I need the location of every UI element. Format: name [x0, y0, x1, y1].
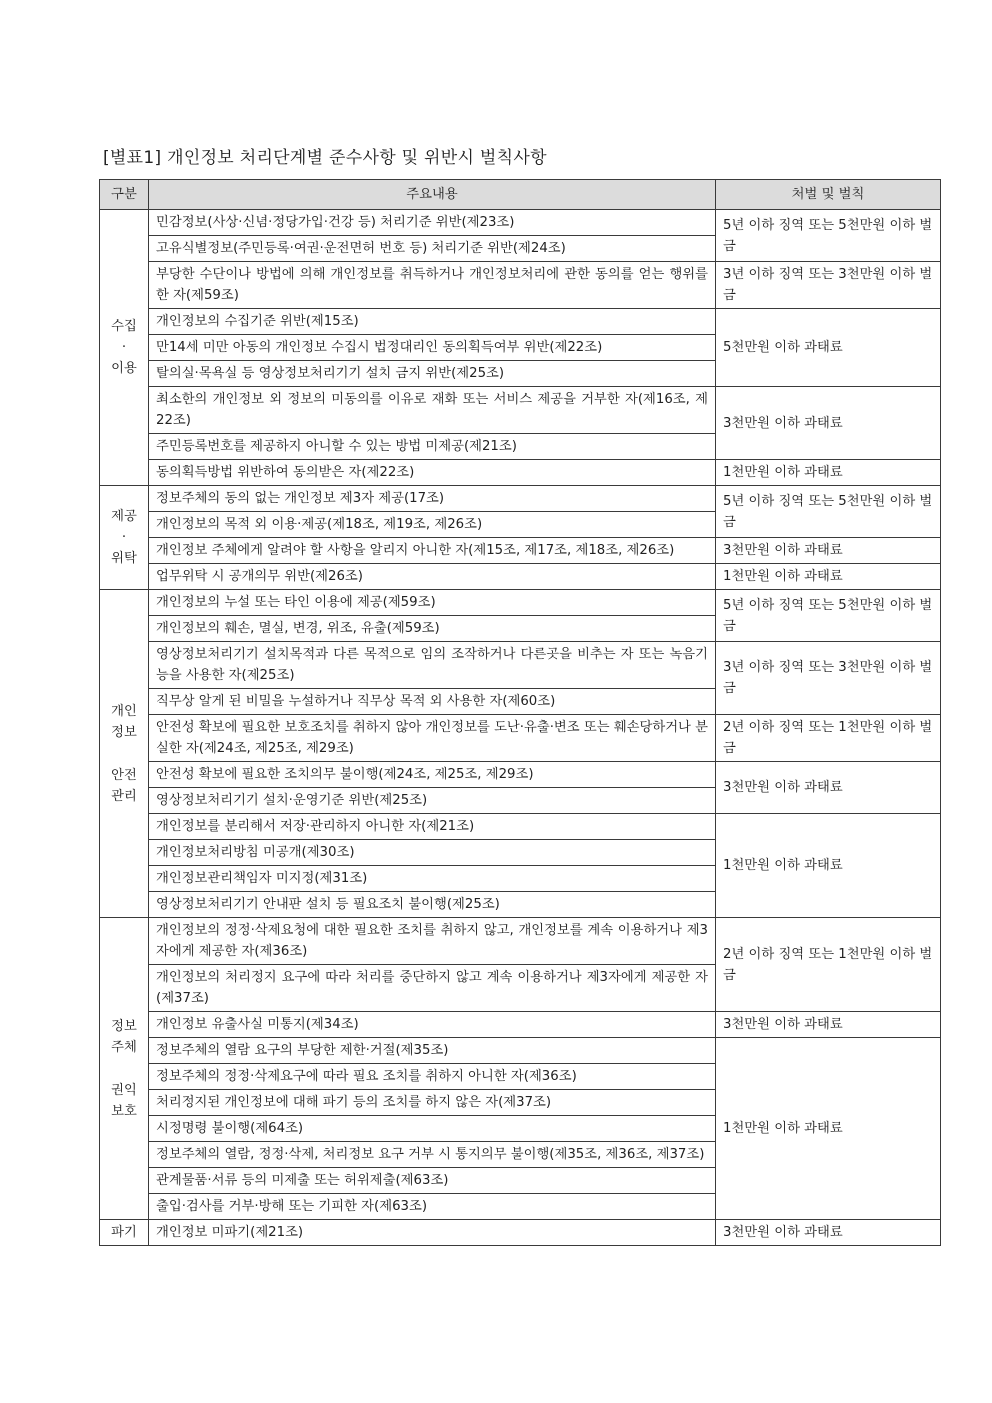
table-row [100, 642, 941, 689]
category-spacer [107, 1058, 141, 1080]
content-cell: 개인정보를 분리해서 저장·관리하지 아니한 자(제21조) [149, 814, 716, 840]
content-cell: 개인정보 미파기(제21조) [149, 1220, 716, 1246]
content-cell: 개인정보의 처리정지 요구에 따라 처리를 중단하지 않고 계속 이용하거나 제3자에게 제공한 자(제37조) [149, 965, 716, 1012]
penalty-cell: 5천만원 이하 과태료 [716, 309, 941, 387]
content-cell: 개인정보의 훼손, 멸실, 변경, 위조, 유출(제59조) [149, 616, 716, 642]
table-row [100, 460, 941, 486]
content-cell: 민감정보(사상·신념·정당가입·건강 등) 처리기준 위반(제23조) [149, 210, 716, 236]
content-cell: 동의획득방법 위반하여 동의받은 자(제22조) [149, 460, 716, 486]
penalty-table [99, 179, 941, 1246]
category-cell [100, 1220, 149, 1246]
content-cell: 고유식별정보(주민등록·여권·운전면허 번호 등) 처리기준 위반(제24조) [149, 236, 716, 262]
content-cell: 만14세 미만 아동의 개인정보 수집시 법정대리인 동의획득여부 위반(제22조) [149, 335, 716, 361]
content-cell: 주민등록번호를 제공하지 아니할 수 있는 방법 미제공(제21조) [149, 434, 716, 460]
content-cell: 영상정보처리기기 안내판 설치 등 필요조치 불이행(제25조) [149, 892, 716, 918]
table-row [100, 262, 941, 309]
category-cell [100, 918, 149, 1220]
penalty-cell: 1천만원 이하 과태료 [716, 1038, 941, 1220]
content-cell: 정보주체의 정정·삭제요구에 따라 필요 조치를 취하지 아니한 자(제36조) [149, 1064, 716, 1090]
content-cell: 개인정보의 정정·삭제요청에 대한 필요한 조치를 취하지 않고, 개인정보를 계속 이용하거나 제3자에게 제공한 자(제36조) [149, 918, 716, 965]
category-line: 관리 [111, 788, 137, 804]
content-cell: 개인정보처리방침 미공개(제30조) [149, 840, 716, 866]
category-line: 제공 [111, 509, 137, 524]
content-cell: 출입·검사를 거부·방해 또는 기피한 자(제63조) [149, 1194, 716, 1220]
category-line: 파기 [111, 1225, 137, 1240]
penalty-cell: 3천만원 이하 과태료 [716, 1220, 941, 1246]
content-cell: 정보주체의 열람 요구의 부당한 제한·거절(제35조) [149, 1038, 716, 1064]
header-penalty: 처벌 및 벌칙 [716, 180, 941, 210]
penalty-cell: 2년 이하 징역 또는 1천만원 이하 벌금 [716, 715, 941, 762]
category-line: 안전 [111, 767, 137, 783]
header-category: 구분 [100, 180, 149, 210]
category-line: 수집 [111, 319, 137, 334]
table-row [100, 1012, 941, 1038]
content-cell: 직무상 알게 된 비밀을 누설하거나 직무상 목적 외 사용한 자(제60조) [149, 689, 716, 715]
table-row [100, 1220, 941, 1246]
header-content: 주요내용 [149, 180, 716, 210]
penalty-cell: 3천만원 이하 과태료 [716, 1012, 941, 1038]
penalty-cell: 5년 이하 징역 또는 5천만원 이하 벌금 [716, 590, 941, 642]
content-cell: 안전성 확보에 필요한 조치의무 불이행(제24조, 제25조, 제29조) [149, 762, 716, 788]
penalty-cell: 1천만원 이하 과태료 [716, 564, 941, 590]
table-row [100, 309, 941, 335]
content-cell: 업무위탁 시 공개의무 위반(제26조) [149, 564, 716, 590]
table-row [100, 1038, 941, 1064]
content-cell: 개인정보의 목적 외 이용·제공(제18조, 제19조, 제26조) [149, 512, 716, 538]
table-row [100, 590, 941, 616]
table-header-row [100, 180, 941, 210]
category-line: · [121, 340, 127, 355]
table-row [100, 762, 941, 788]
table-row [100, 210, 941, 236]
content-cell: 정보주체의 열람, 정정·삭제, 처리정보 요구 거부 시 통지의무 불이행(제35조, 제36조, 제37조) [149, 1142, 716, 1168]
penalty-cell: 3천만원 이하 과태료 [716, 538, 941, 564]
category-line: 이용 [111, 361, 137, 376]
penalty-cell: 5년 이하 징역 또는 5천만원 이하 벌금 [716, 210, 941, 262]
category-spacer [107, 743, 141, 765]
penalty-cell: 3년 이하 징역 또는 3천만원 이하 벌금 [716, 262, 941, 309]
table-row [100, 538, 941, 564]
table-body [100, 210, 941, 1246]
content-cell: 개인정보의 누설 또는 타인 이용에 제공(제59조) [149, 590, 716, 616]
category-cell [100, 486, 149, 590]
content-cell: 개인정보관리책임자 미지정(제31조) [149, 866, 716, 892]
penalty-cell: 3년 이하 징역 또는 3천만원 이하 벌금 [716, 642, 941, 715]
category-cell [100, 590, 149, 918]
content-cell: 시정명령 불이행(제64조) [149, 1116, 716, 1142]
category-line: 정보 [111, 724, 137, 740]
content-cell: 처리정지된 개인정보에 대해 파기 등의 조치를 하지 않은 자(제37조) [149, 1090, 716, 1116]
table-row [100, 564, 941, 590]
penalty-cell: 5년 이하 징역 또는 5천만원 이하 벌금 [716, 486, 941, 538]
category-line: · [121, 530, 127, 545]
table-row [100, 486, 941, 512]
content-cell: 정보주체의 동의 없는 개인정보 제3자 제공(17조) [149, 486, 716, 512]
table-row [100, 814, 941, 840]
content-cell: 최소한의 개인정보 외 정보의 미동의를 이유로 재화 또는 서비스 제공을 거부한 자(제16조, 제22조) [149, 387, 716, 434]
category-cell [100, 210, 149, 486]
content-cell: 부당한 수단이나 방법에 의해 개인정보를 취득하거나 개인정보처리에 관한 동의를 얻는 행위를 한 자(제59조) [149, 262, 716, 309]
penalty-cell: 3천만원 이하 과태료 [716, 387, 941, 460]
category-line: 위탁 [111, 551, 137, 566]
content-cell: 안전성 확보에 필요한 보호조치를 취하지 않아 개인정보를 도난·유출·변조 또는 훼손당하거나 분실한 자(제24조, 제25조, 제29조) [149, 715, 716, 762]
table-row [100, 918, 941, 965]
content-cell: 개인정보 주체에게 알려야 할 사항을 알리지 아니한 자(제15조, 제17조, 제18조, 제26조) [149, 538, 716, 564]
document-title: [별표1] 개인정보 처리단계별 준수사항 및 위반시 벌칙사항 [103, 148, 547, 168]
content-cell: 영상정보처리기기 설치·운영기준 위반(제25조) [149, 788, 716, 814]
penalty-cell: 1천만원 이하 과태료 [716, 460, 941, 486]
content-cell: 영상정보처리기기 설치목적과 다른 목적으로 임의 조작하거나 다른곳을 비추는 자 또는 녹음기능을 사용한 자(제25조) [149, 642, 716, 689]
penalty-cell: 2년 이하 징역 또는 1천만원 이하 벌금 [716, 918, 941, 1012]
category-line: 보호 [111, 1103, 137, 1119]
category-line: 주체 [111, 1039, 137, 1055]
table-row [100, 715, 941, 762]
content-cell: 개인정보의 수집기준 위반(제15조) [149, 309, 716, 335]
penalty-cell: 1천만원 이하 과태료 [716, 814, 941, 918]
table-row [100, 387, 941, 434]
content-cell: 개인정보 유출사실 미통지(제34조) [149, 1012, 716, 1038]
content-cell: 탈의실·목욕실 등 영상정보처리기기 설치 금지 위반(제25조) [149, 361, 716, 387]
category-line: 개인 [111, 703, 137, 719]
category-line: 정보 [111, 1018, 137, 1034]
category-line: 권익 [111, 1082, 137, 1098]
content-cell: 관계물품·서류 등의 미제출 또는 허위제출(제63조) [149, 1168, 716, 1194]
penalty-cell: 3천만원 이하 과태료 [716, 762, 941, 814]
